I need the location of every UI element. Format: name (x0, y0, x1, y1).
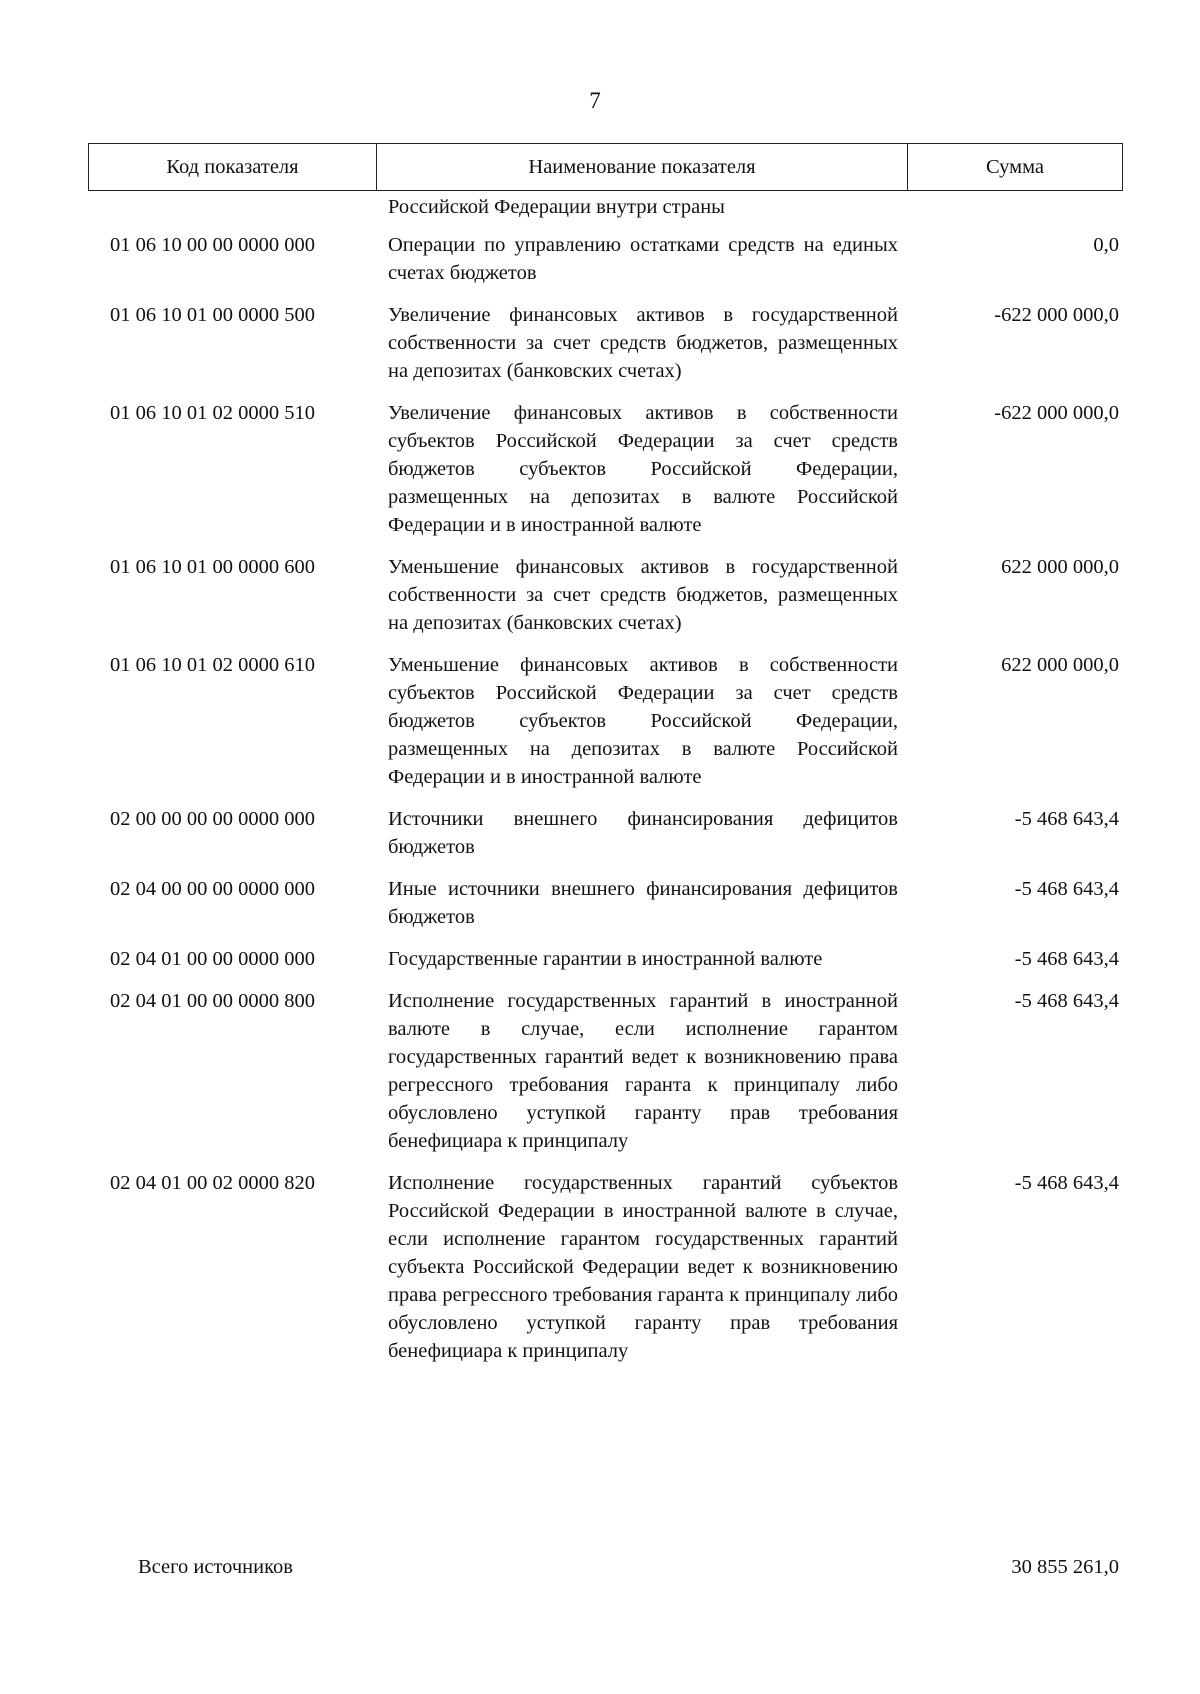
table-row (88, 399, 1123, 539)
table-row (88, 651, 1123, 791)
header-name: Наименование показателя (377, 144, 908, 190)
table-row (88, 1169, 1123, 1365)
row-code: 01 06 10 00 00 0000 000 (110, 234, 315, 256)
row-name: Государственные гарантии в иностранной валюте (388, 948, 823, 970)
row-code: 02 04 01 00 02 0000 820 (110, 1172, 315, 1194)
row-code: 02 04 01 00 00 0000 000 (110, 948, 315, 970)
total-label: Всего источников (138, 1556, 293, 1578)
row-amount: -5 468 643,4 (1014, 990, 1119, 1012)
table-row (88, 553, 1123, 637)
total-row (88, 1556, 1123, 1579)
table-row (88, 987, 1123, 1155)
row-code: 01 06 10 01 00 0000 500 (110, 304, 315, 326)
row-code: 02 00 00 00 00 0000 000 (110, 808, 315, 830)
row-amount: 0,0 (1093, 234, 1119, 256)
row-code: 01 06 10 01 02 0000 610 (110, 654, 315, 676)
row-name: Источники внешнего финансирования дефицитов бюджетов (388, 808, 898, 858)
row-name: Исполнение государственных гарантий субъектов Российской Федерации в иностранной валюте в случае, если исполнение гарантом государственных гарантий субъекта Российской Федерации ведет к возникновению права регрессного требования гаранта к принципалу либо обусловлено уступкой гаранту прав требования бенефициара к принципалу (388, 1172, 898, 1362)
header-code: Код показателя (89, 144, 377, 190)
row-name: Увеличение финансовых активов в государственной собственности за счет средств бюджетов, размещенных на депозитах (банковских счетах) (388, 304, 898, 382)
row-amount: 622 000 000,0 (1001, 654, 1119, 676)
row-name: Уменьшение финансовых активов в государственной собственности за счет средств бюджетов, размещенных на депозитах (банковских счетах) (388, 556, 898, 634)
row-code: 02 04 01 00 00 0000 800 (110, 990, 315, 1012)
row-name: Увеличение финансовых активов в собственности субъектов Российской Федерации за счет средств бюджетов субъектов Российской Федерации, размещенных на депозитах в валюте Российской Федерации и в иностранной валюте (388, 402, 898, 536)
table-row (88, 805, 1123, 861)
row-amount: 622 000 000,0 (1001, 556, 1119, 578)
row-amount: -5 468 643,4 (1014, 878, 1119, 900)
row-name: Операции по управлению остатками средств на единых счетах бюджетов (388, 234, 898, 284)
row-amount: -5 468 643,4 (1014, 1172, 1119, 1194)
row-amount: -5 468 643,4 (1014, 948, 1119, 970)
page-number: 7 (589, 88, 601, 113)
row-code: 01 06 10 01 00 0000 600 (110, 556, 315, 578)
table-header (88, 143, 1123, 191)
row-amount: -622 000 000,0 (994, 402, 1119, 424)
total-value: 30 855 261,0 (1011, 1556, 1119, 1578)
row-name: Уменьшение финансовых активов в собственности субъектов Российской Федерации за счет средств бюджетов субъектов Российской Федерации, размещенных на депозитах в валюте Российской Федерации и в иностранной валюте (388, 654, 898, 788)
row-name: Иные источники внешнего финансирования дефицитов бюджетов (388, 878, 898, 928)
table-row (88, 945, 1123, 973)
row-amount: -622 000 000,0 (994, 304, 1119, 326)
row-name: Исполнение государственных гарантий в иностранной валюте в случае, если исполнение гарантом государственных гарантий ведет к возникновению права регрессного требования гаранта к принципалу либо обусловлено уступкой гаранту прав требования бенефициара к принципалу (388, 990, 898, 1152)
row-code: 02 04 00 00 00 0000 000 (110, 878, 315, 900)
table-row (88, 231, 1123, 287)
continuation-text: Российской Федерации внутри страны (388, 196, 725, 218)
row-amount: -5 468 643,4 (1014, 808, 1119, 830)
header-amount: Сумма (985, 155, 1045, 178)
table-row (88, 875, 1123, 931)
row-code: 01 06 10 01 02 0000 510 (110, 402, 315, 424)
table-body (88, 231, 1123, 1379)
table-row (88, 301, 1123, 385)
